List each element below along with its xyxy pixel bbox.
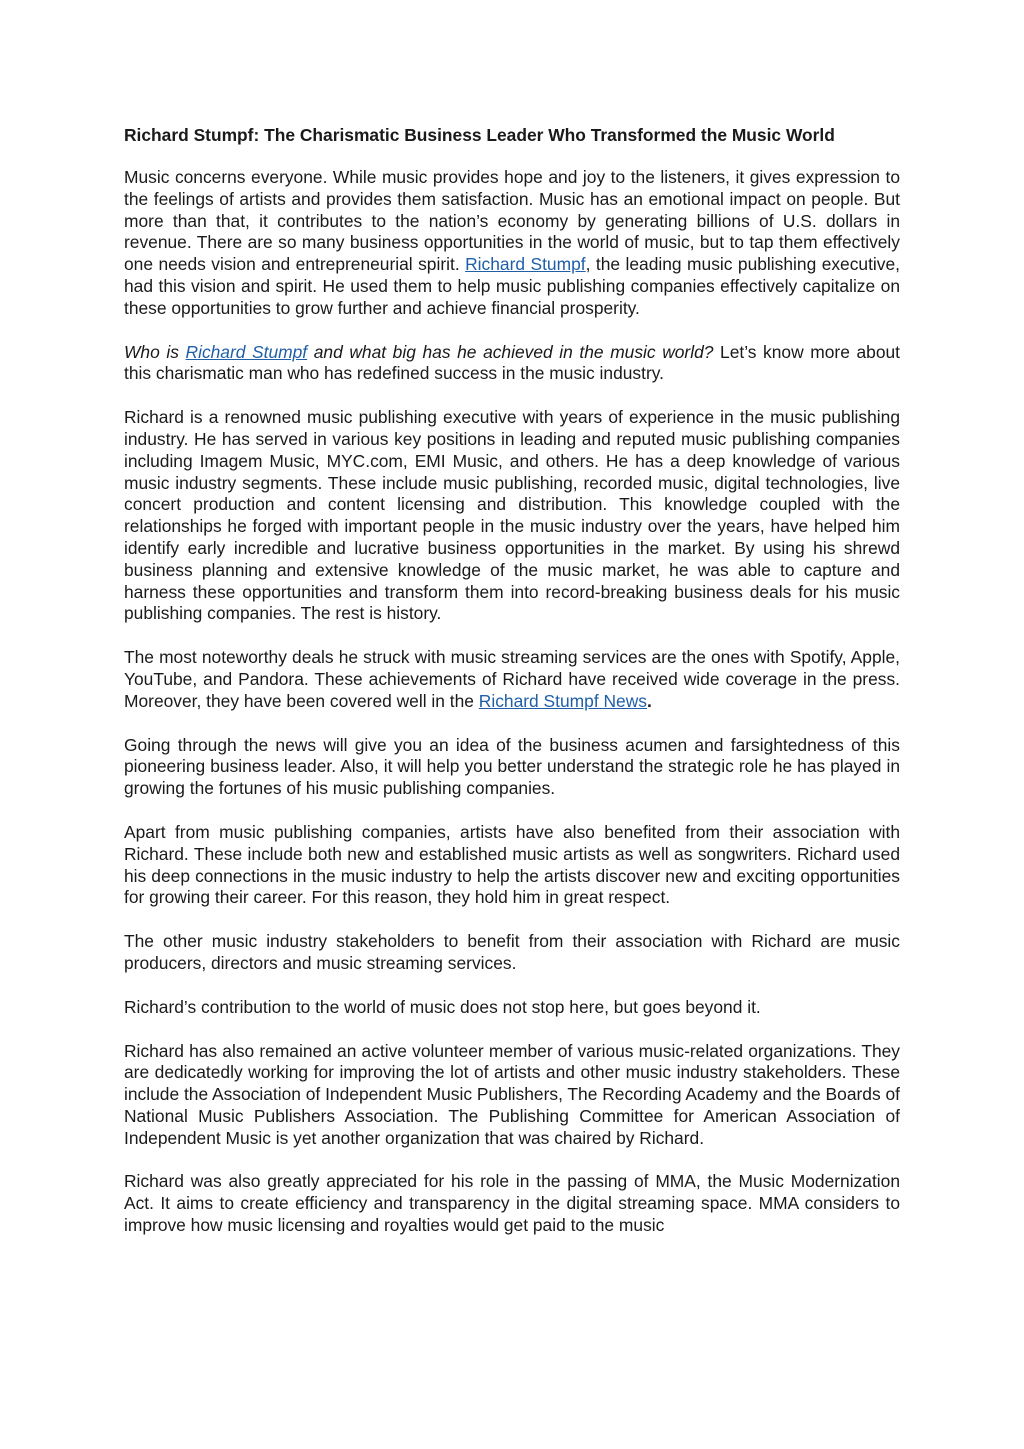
paragraph-intro <box>124 167 900 320</box>
richard-stumpf-link[interactable]: Richard Stumpf <box>465 254 586 275</box>
paragraph-deals-text: The most noteworthy deals he struck with music streaming services are the ones with Spotify, Apple, YouTube, and Pandora. These achievements of Richard have received wide coverage in the press. Moreover, they have been covered well in the <box>124 647 900 711</box>
who-is-text: Let’s know more about this charismatic man who has redefined success in the music industry. <box>124 341 900 384</box>
paragraph-who-is <box>124 342 900 386</box>
paragraph-deals <box>124 647 900 712</box>
who-is-italic-a: Who is <box>124 341 186 362</box>
paragraph-deals-period: . <box>646 690 652 711</box>
richard-stumpf-link-2[interactable]: Richard Stumpf <box>185 341 308 362</box>
paragraph-mma: Richard was also greatly appreciated for his role in the passing of MMA, the Music Modernization Act. It aims to create efficiency and transparency in the digital streaming space. MMA considers to improve how music licensing and royalties would get paid to the music <box>124 1171 900 1236</box>
paragraph-news: Going through the news will give you an idea of the business acumen and farsightedness of this pioneering business leader. Also, it will help you better understand the strategic role he has played in growing the fortunes of his music publishing companies. <box>124 734 900 799</box>
paragraph-stakeholders: The other music industry stakeholders to benefit from their association with Richard are music producers, directors and music streaming services. <box>124 931 900 973</box>
paragraph-volunteer: Richard has also remained an active volunteer member of various music-related organizations. They are dedicatedly working for improving the lot of artists and other music industry stakeholders. These include the Association of Independent Music Publishers, The Recording Academy and the Boards of National Music Publishers Association. The Publishing Committee for American Association of Independent Music is yet another organization that was chaired by Richard. <box>124 1040 900 1148</box>
paragraph-artists: Apart from music publishing companies, artists have also benefited from their association with Richard. These include both new and established music artists as well as songwriters. Richard used his deep connections in the music industry to help the artists discover new and exciting opportunities for growing their career. For this reason, they hold him in great respect. <box>124 821 900 908</box>
who-is-italic-b: and what big has he achieved in the music world? <box>307 341 714 362</box>
paragraph-intro-text-b: , the leading music publishing executive, had this vision and spirit. He used them to help music publishing companies effectively capitalize on these opportunities to grow further and achieve financial prosperity. <box>124 254 900 318</box>
document-body <box>124 124 900 1237</box>
paragraph-intro-text-a: Music concerns everyone. While music provides hope and joy to the listeners, it gives expression to the feelings of artists and provides them satisfaction. Music has an emotional impact on people. But more than that, it contributes to the nation’s economy by generating billions of U.S. dollars in revenue. There are so many business opportunities in the world of music, but to tap them effectively one needs vision and entrepreneurial spirit. <box>124 167 900 275</box>
paragraph-contribution: Richard’s contribution to the world of music does not stop here, but goes beyond it. <box>124 996 761 1017</box>
richard-stumpf-news-link[interactable]: Richard Stumpf News <box>478 690 647 711</box>
document-title: Richard Stumpf: The Charismatic Business Leader Who Transformed the Music World <box>124 125 835 145</box>
paragraph-career: Richard is a renowned music publishing executive with years of experience in the music publishing industry. He has served in various key positions in leading and reputed music publishing companies including Imagem Music, MYC.com, EMI Music, and others. He has a deep knowledge of various music industry segments. These include music publishing, recorded music, digital technologies, live concert production and content licensing and distribution. This knowledge coupled with the relationships he forged with important people in the music industry over the years, have helped him identify early incredible and lucrative business opportunities in the market. By using his shrewd business planning and extensive knowledge of the music market, he was able to capture and harness these opportunities and transform them into record-breaking business deals for his music publishing companies. The rest is history. <box>124 407 900 624</box>
